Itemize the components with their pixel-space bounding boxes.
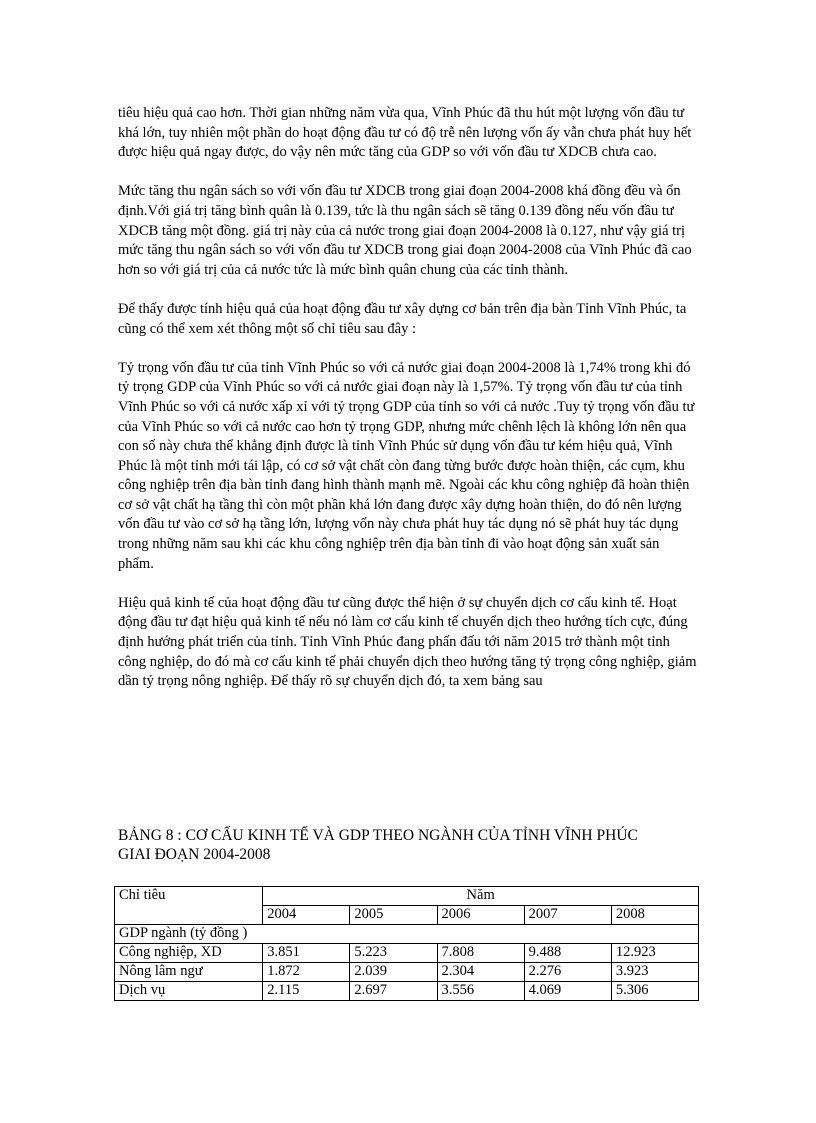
paragraph-5: Hiệu quả kinh tế của hoạt động đầu tư cũng được thể hiện ở sự chuyển dịch cơ cấu kinh tế. Hoạt động đầu tư đạt hiệu quả kinh tế nếu nó làm cơ cấu kinh tế chuyển dịch theo hướng tích cực, đúng định hướng phát triển của tỉnh. Tỉnh Vĩnh Phúc đang phấn đấu tới năm 2015 trở thành một tỉnh công nghiệp, do đó mà cơ cấu kinh tế phải chuyển dịch theo hướng tăng tỷ trọng công nghiệp, giảm dần tỷ trọng nông nghiệp. Để thấy rõ sự chuyển dịch đó, ta xem bảng sau (118, 594, 697, 690)
year-cell: 2008 (611, 906, 698, 925)
paragraph-4: Tỷ trọng vốn đầu tư của tỉnh Vĩnh Phúc so với cả nước giai đoạn 2004-2008 là 1,74% trong khi đó tỷ trọng GDP của Vĩnh Phúc so với cả nước giai đoạn này là 1,57%. Tỷ trọng vốn đầu tư của tỉnh Vĩnh Phúc so với cả nước xấp xỉ với tỷ trọng GDP của tỉnh so với cả nước .Tuy tỷ trọng vốn đầu tư của Vĩnh Phúc so với cả nước cao hơn tỷ trọng GDP, nhưng mức chênh lệch là không lớn nên qua con số này chưa thể khẳng định được là tỉnh Vĩnh Phúc sử dụng vốn đầu tư kém hiệu quả, Vĩnh Phúc là một tỉnh mới tái lập, có cơ sở vật chất còn đang từng bước được hoàn thiện, các cụm, khu công nghiệp trên địa bàn tỉnh đang hình thành mạnh mẽ. Ngoài các khu công nghiệp đã hoàn thiện cơ sở vật chất hạ tầng thì còn một phần khá lớn đang được xây dựng hoàn thiện, do đó nên lượng vốn đầu tư vào cơ sở hạ tầng lớn, lượng vốn này chưa phát huy tác dụng nó sẽ phát huy tác dụng trong những năm sau khi các khu công nghiệp trên địa bàn tỉnh đi vào hoạt động sản xuất sản phẩm. (118, 359, 695, 572)
header-label-cell: Chỉ tiêu (115, 887, 263, 925)
value-cell: 5.223 (350, 944, 437, 963)
table-caption-line-1: BẢNG 8 : CƠ CẤU KINH TẾ VÀ GDP THEO NGÀNH CỦA TỈNH VĨNH PHÚC (118, 827, 638, 844)
value-cell: 2.697 (350, 982, 437, 1001)
paragraph-2: Mức tăng thu ngân sách so với vốn đầu tư XDCB trong giai đoạn 2004-2008 khá đồng đều và ổn định.Với giá trị tăng bình quân là 0.139, tức là thu ngân sách sẽ tăng 0.139 đồng nếu vốn đầu tư XDCB tăng một đồng. giá trị này của cả nước trong giai đoạn 2004-2008 là 0.127, như vậy giá trị mức tăng thu ngân sách so với vốn đầu tư XDCB trong giai đoạn 2004-2008 của Vĩnh Phúc đã cao hơn so với giá trị của cả nước tức là mức bình quân chung của các tỉnh thành. (118, 183, 692, 278)
value-cell: 4.069 (524, 982, 611, 1001)
paragraph-1: tiêu hiệu quả cao hơn. Thời gian những năm vừa qua, Vĩnh Phúc đã thu hút một lượng vốn đầu tư khá lớn, tuy nhiên một phần do hoạt động đầu tư có độ trễ nên lượng vốn ấy vẫn chưa phát huy hết được hiệu quả ngay được, do vậy nên mức tăng của GDP so với vốn đầu tư XDCB chưa cao. (118, 105, 692, 161)
value-cell: 7.808 (437, 944, 524, 963)
value-cell: 2.304 (437, 963, 524, 982)
value-cell: 2.039 (350, 963, 437, 982)
row-label-cell: Nông lâm ngư (115, 963, 263, 982)
value-cell: 2.276 (524, 963, 611, 982)
table-caption (118, 826, 698, 864)
table-caption-line-2: GIAI ĐOẠN 2004-2008 (118, 846, 271, 863)
value-cell: 2.115 (263, 982, 350, 1001)
gdp-table (114, 886, 699, 1001)
year-cell: 2007 (524, 906, 611, 925)
value-cell: 9.488 (524, 944, 611, 963)
table-section-row (115, 925, 699, 944)
row-label-cell: Dịch vụ (115, 982, 263, 1001)
row-label-cell: Công nghiệp, XD (115, 944, 263, 963)
value-cell: 12.923 (611, 944, 698, 963)
section-label-cell: GDP ngành (tỷ đồng ) (115, 925, 699, 944)
year-cell: 2004 (263, 906, 350, 925)
header-group-cell: Năm (263, 887, 699, 906)
year-cell: 2006 (437, 906, 524, 925)
value-cell: 3.556 (437, 982, 524, 1001)
value-cell: 3.923 (611, 963, 698, 982)
table-header-row (115, 887, 699, 906)
table-row (115, 982, 699, 1001)
table-row (115, 944, 699, 963)
document-body (118, 104, 698, 711)
year-cell: 2005 (350, 906, 437, 925)
paragraph-3: Để thấy được tính hiệu quả của hoạt động đầu tư xây dựng cơ bản trên địa bàn Tỉnh Vĩnh Phúc, ta cũng có thể xem xét thông một số chỉ tiêu sau đây : (118, 300, 687, 337)
value-cell: 3.851 (263, 944, 350, 963)
value-cell: 5.306 (611, 982, 698, 1001)
table-row (115, 963, 699, 982)
value-cell: 1.872 (263, 963, 350, 982)
